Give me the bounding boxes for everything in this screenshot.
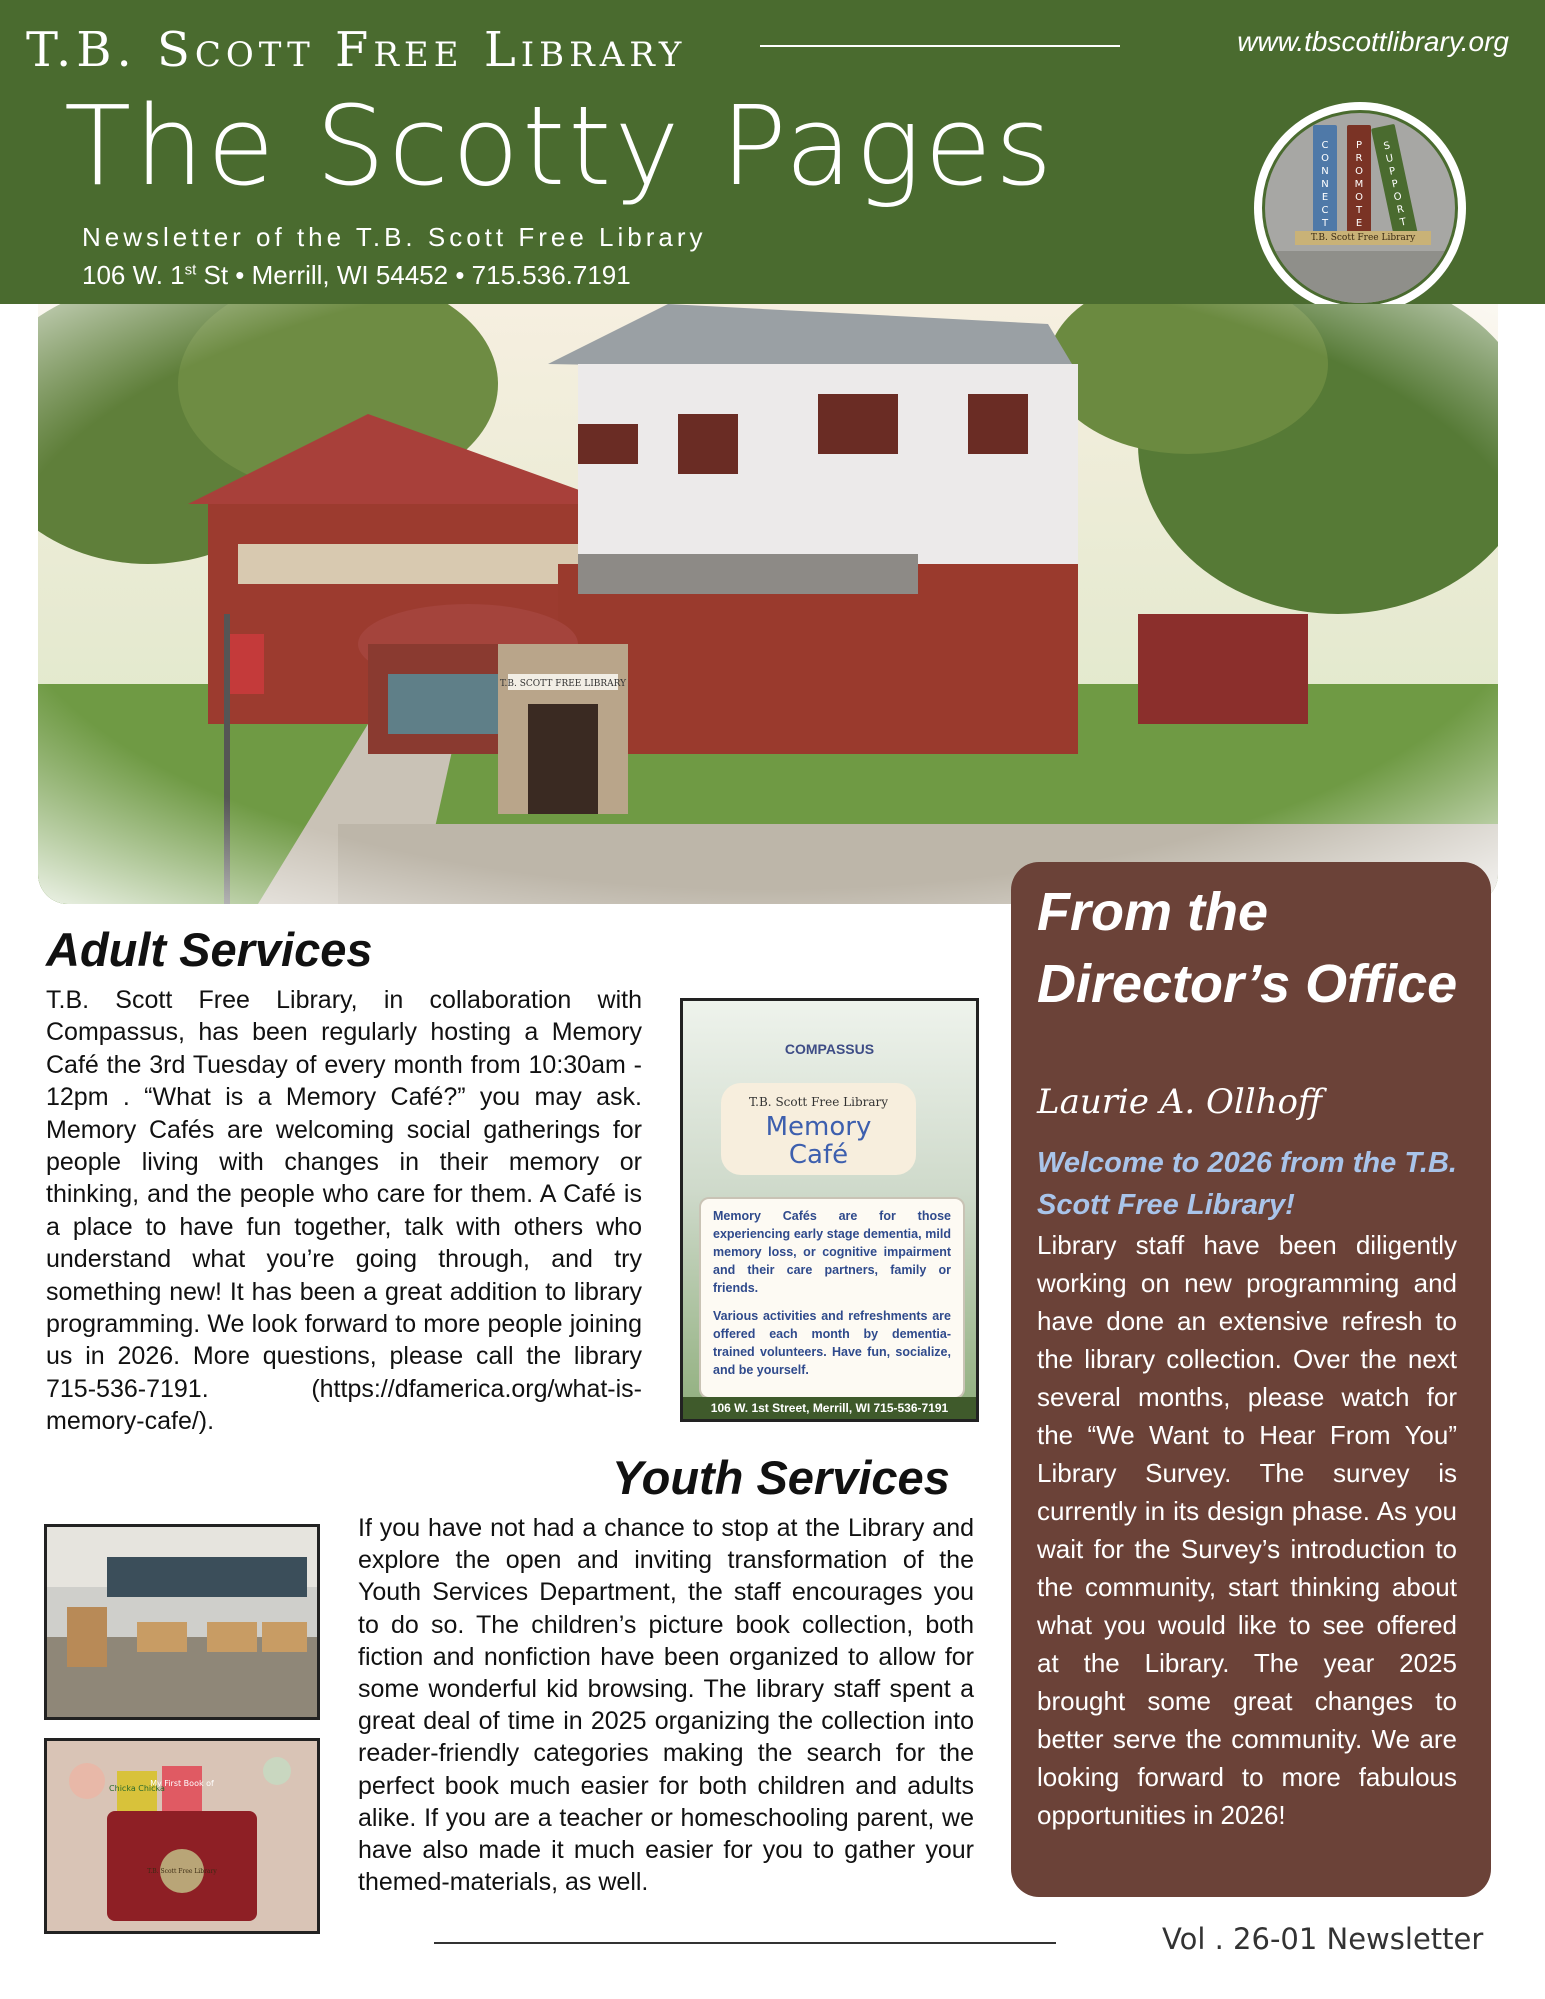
footer-rule: [434, 1942, 1056, 1944]
flyer-para-1: Memory Cafés are for those experiencing early stage dementia, mild memory loss, or cognitive impairment and their care partners, family or friends.: [713, 1209, 951, 1295]
youth-services-heading: Youth Services: [612, 1451, 950, 1504]
newsletter-subtitle: Newsletter of the T.B. Scott Free Library: [82, 222, 707, 252]
bag-logo: T.B. Scott Free Library: [147, 1868, 217, 1875]
newsletter-title: The Scotty Pages: [64, 82, 1056, 210]
directors-office-heading: From the Director’s Office: [1037, 882, 1458, 1014]
flyer-title-card: [721, 1083, 916, 1175]
logo-book-promote: P R O M O T E: [1347, 125, 1371, 243]
logo-band: T.B. Scott Free Library: [1295, 231, 1431, 245]
volume-label: Vol . 26-01 Newsletter: [1162, 1922, 1484, 1956]
flyer-title-line2: Café: [788, 1140, 849, 1170]
directors-office-panel: [1011, 862, 1491, 1897]
youth-services-body: If you have not had a chance to stop at the Library and explore the open and inviting transformation of the Youth Services Department, the staff encourages you to do so. The children’s picture book collection, both fiction and nonfiction have been organized to allow for some wonderful kid browsing. The library staff spent a great deal of time in 2025 organizing the collection into reader-friendly categories making the search for the perfect book much easier for both children and adults alike. If you are a teacher or homeschooling parent, we have also made it much easier for you to gather your themed-materials, as well.: [358, 1514, 974, 1897]
flyer-compassus: COMPASSUS: [784, 1041, 875, 1057]
website-url[interactable]: www.tbscottlibrary.org: [1237, 26, 1509, 57]
header-rule: [760, 45, 1120, 47]
address-street: 106 W. 1: [82, 260, 185, 290]
book-bag-photo: [44, 1738, 320, 1934]
memory-cafe-flyer: [680, 998, 979, 1422]
flyer-para-2: Various activities and refreshments are offered each month by dementia-trained volunteers. Have fun, socialize, and be yourself.: [713, 1309, 951, 1377]
logo-book-support: S U P P O R T: [1371, 124, 1419, 244]
flyer-description: [699, 1197, 965, 1399]
bag-book-2: My First Book of: [150, 1779, 214, 1788]
address-sup: st: [184, 261, 197, 279]
youth-room-photo: [44, 1524, 320, 1720]
director-welcome: Welcome to 2026 from the T.B. Scott Free Library!: [1037, 1147, 1457, 1221]
adult-services-body: T.B. Scott Free Library, in collaboration with Compassus, has been regularly hosting a Memory Café the 3rd Tuesday of every month from 10:30am - 12pm . “What is a Memory Café?” you may ask. Memory Cafés are welcoming social gatherings for people living with changes in their memory or thinking, and the people who care for them. A Café is a place to have fun together, talk with others who understand what you’re going through, and try something new! It has been a great addition to library programming. We look forward to more people joining us in 2026. More questions, please call the library 715-536-7191. (https://dfamerica.org/what-is-memory-cafe/).: [46, 986, 642, 1436]
bag-book-1: Chicka Chicka: [109, 1784, 165, 1793]
logo-building-photo: [1265, 251, 1455, 306]
flyer-title-line1: Memory: [765, 1112, 872, 1142]
logo-book-connect: C O N N E C T: [1313, 125, 1337, 243]
library-name: T.B. Scott Free Library: [26, 22, 687, 78]
masthead: [0, 0, 1545, 304]
flyer-footer: 106 W. 1st Street, Merrill, WI 715-536-7191: [683, 1397, 976, 1419]
logo-badge: [1262, 110, 1458, 306]
flyer-library-name: T.B. Scott Free Library: [748, 1095, 889, 1109]
library-logo: [1254, 102, 1466, 314]
address-rest: St • Merrill, WI 54452 • 715.536.7191: [196, 260, 631, 290]
director-body: Library staff have been diligently working on new programming and have done an extensive refresh to the library collection. Over the next several months, please watch for the “We Want to Hear From You” Library Survey. The survey is currently in its design phase. As you wait for the Survey’s introduction to the community, start thinking about what you would like to see offered at the Library. The year 2025 brought some great changes to better serve the community. We are looking forward to more fabulous opportunities in 2026!: [1037, 1230, 1457, 1830]
director-signature: Laurie A. Ollhoff: [1037, 1082, 1323, 1122]
flyer-memory-title: [721, 1113, 916, 1169]
library-building-photo: [38, 304, 1498, 904]
library-address: [82, 260, 631, 291]
adult-services-heading: Adult Services: [46, 923, 373, 976]
